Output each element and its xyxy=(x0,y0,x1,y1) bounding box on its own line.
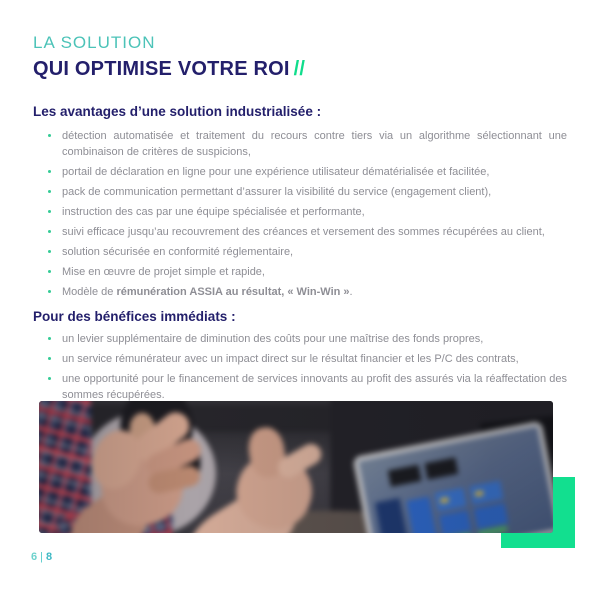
list-item-text: instruction des cas par une équipe spécialisée et performante, xyxy=(62,206,365,218)
list-item-text: un levier supplémentaire de diminution des coûts pour une maîtrise des fonds propres, xyxy=(62,333,484,345)
list-item xyxy=(33,284,567,300)
list-item-text-suffix: . xyxy=(349,286,353,298)
meeting-photo xyxy=(39,401,553,533)
list-item-text: solution sécurisée en conformité réglementaire, xyxy=(62,246,294,258)
benefits-list xyxy=(33,331,567,403)
bullet-marker xyxy=(48,270,51,273)
page-number-total: 8 xyxy=(45,551,53,563)
list-item-text: pack de communication permettant d’assurer la visibilité du service (engagement client), xyxy=(62,186,492,198)
photo-vignette-overlay xyxy=(39,401,553,533)
list-item-text-bold: rémunération ASSIA au résultat, « Win-Win » xyxy=(116,286,350,298)
list-item xyxy=(33,351,567,367)
page-number-separator: | xyxy=(40,551,43,563)
advantages-list xyxy=(33,128,567,300)
section-heading-benefits: Pour des bénéfices immédiats : xyxy=(33,309,236,324)
page-title xyxy=(33,56,567,82)
list-item-text: détection automatisée et traitement du recours contre tiers via un algorithme sélectionnant une combinaison de critères de suspicions, xyxy=(62,130,567,158)
bullet-marker xyxy=(48,377,51,380)
list-item-text: Mise en œuvre de projet simple et rapide, xyxy=(62,266,265,278)
bullet-marker xyxy=(48,210,51,213)
section-heading-advantages: Les avantages d’une solution industrialisée : xyxy=(33,104,322,119)
bullet-marker xyxy=(48,250,51,253)
bullet-marker xyxy=(48,134,51,137)
title-slashes-accent: // xyxy=(293,58,306,80)
bullet-marker xyxy=(48,290,51,293)
list-item xyxy=(33,371,567,403)
page-title-text: QUI OPTIMISE VOTRE ROI xyxy=(33,58,290,80)
bullet-marker xyxy=(48,230,51,233)
list-item xyxy=(33,164,567,180)
list-item-text: suivi efficace jusqu’au recouvrement des créances et versement des sommes récupérées au client, xyxy=(62,226,545,238)
list-item-text-prefix: Modèle de xyxy=(62,286,117,298)
page-number xyxy=(31,551,52,563)
list-item xyxy=(33,128,567,160)
list-item xyxy=(33,264,567,280)
list-item-text: un service rémunérateur avec un impact direct sur le résultat financier et les P/C des contrats, xyxy=(62,353,519,365)
list-item xyxy=(33,184,567,200)
list-item xyxy=(33,224,567,240)
kicker-title: LA SOLUTION xyxy=(33,33,156,52)
bullet-marker xyxy=(48,170,51,173)
list-item xyxy=(33,244,567,260)
bullet-marker xyxy=(48,337,51,340)
slide-content xyxy=(33,33,567,403)
bullet-marker xyxy=(48,190,51,193)
bullet-marker xyxy=(48,357,51,360)
page-number-current: 6 xyxy=(31,551,38,563)
list-item xyxy=(33,331,567,347)
list-item-text: portail de déclaration en ligne pour une expérience utilisateur dématérialisée et facilitée, xyxy=(62,166,490,178)
list-item xyxy=(33,204,567,220)
list-item-text: une opportunité pour le financement de services innovants au profit des assurés via la réaffectation des sommes récupérées. xyxy=(62,373,567,401)
